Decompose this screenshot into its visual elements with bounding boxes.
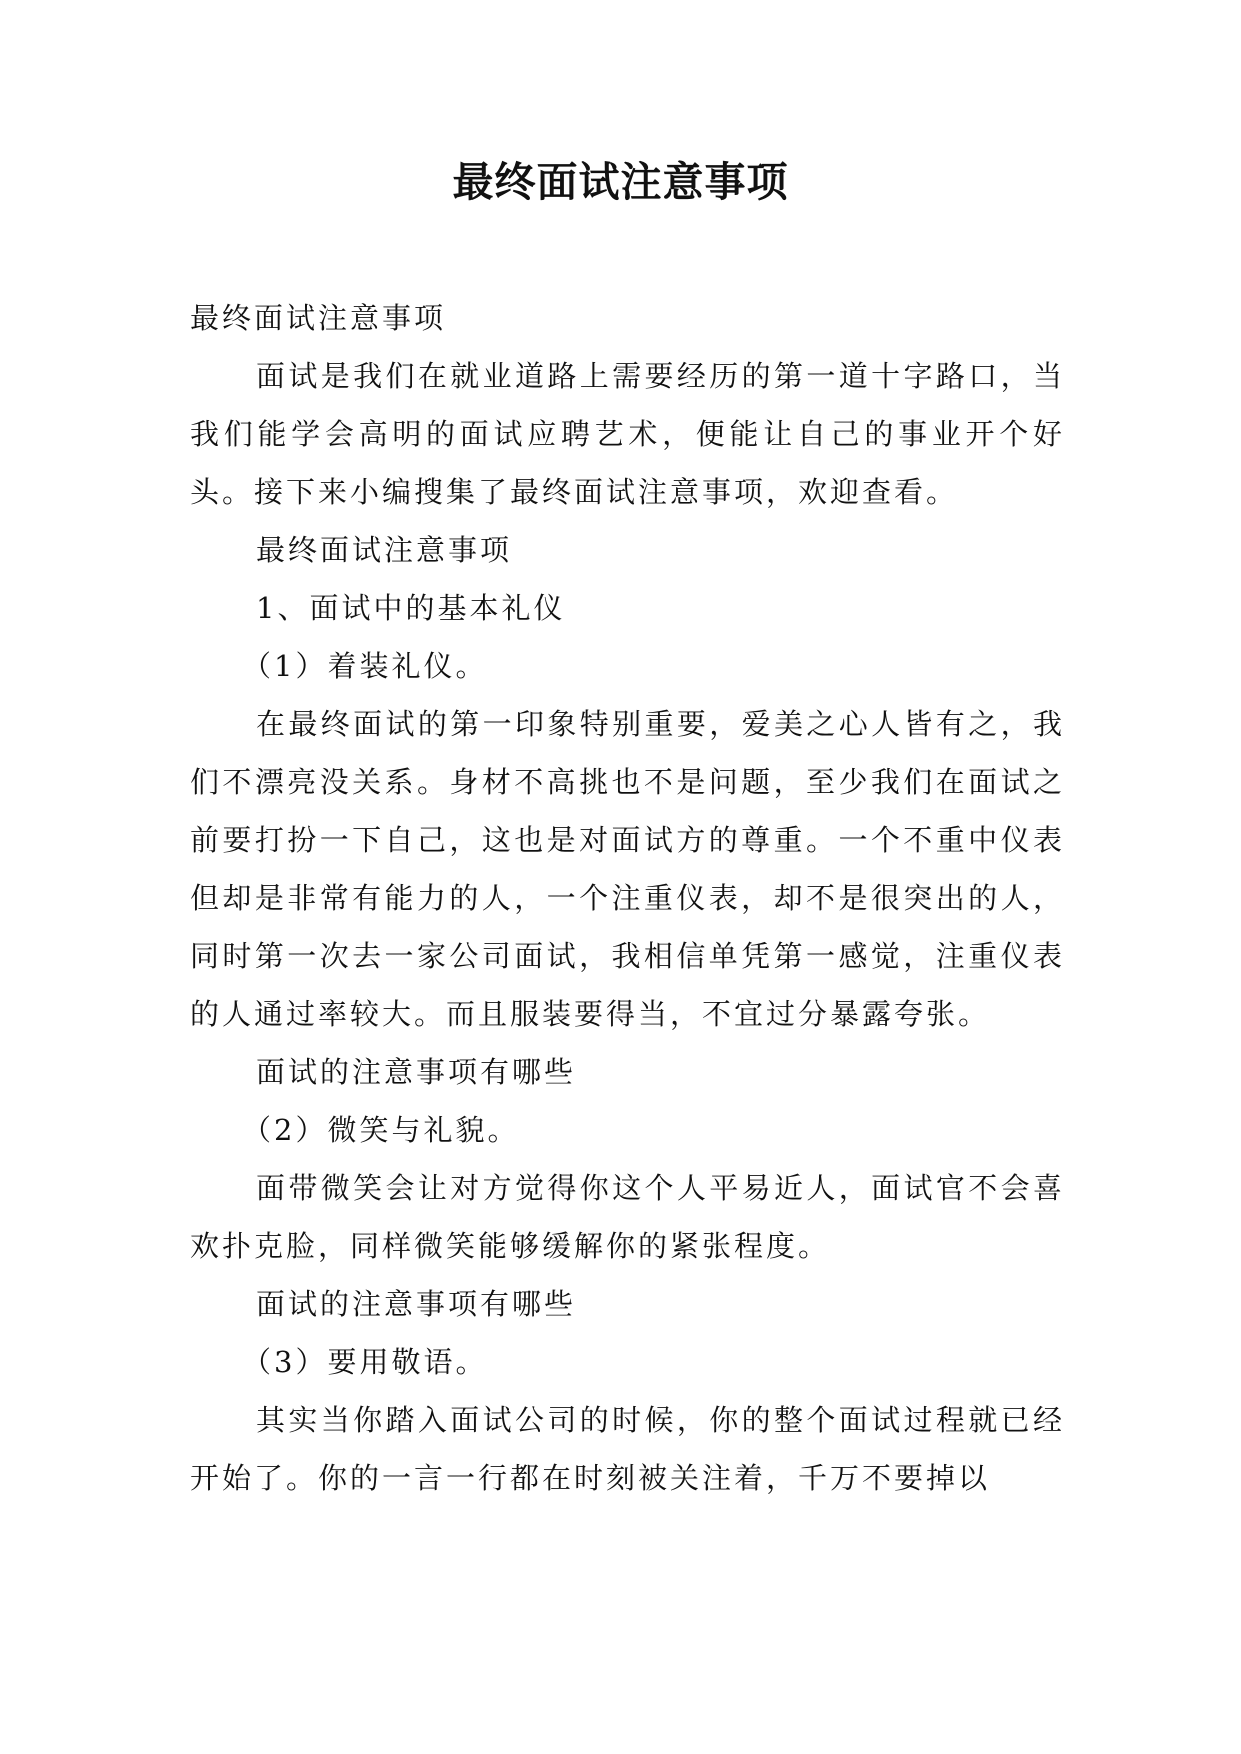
paragraph-smile: 面带微笑会让对方觉得你这个人平易近人，面试官不会喜欢扑克脸，同样微笑能够缓解你的紧张程度。 (190, 1171, 1065, 1263)
item-heading-smile: （2）微笑与礼貌。 (242, 1113, 520, 1147)
item-heading-honorifics: （3）要用敬语。 (242, 1345, 488, 1379)
document-title: 最终面试注意事项 (452, 158, 789, 206)
paragraph-intro: 面试是我们在就业道路上需要经历的第一道十字路口，当我们能学会高明的面试应聘艺术，便能让自己的事业开个好头。接下来小编搜集了最终面试注意事项，欢迎查看。 (190, 359, 1065, 509)
document-body (190, 289, 1065, 1507)
paragraph-subtitle: 最终面试注意事项 (190, 301, 447, 335)
section-heading: 最终面试注意事项 (256, 533, 513, 567)
section-heading-etiquette: 1、面试中的基本礼仪 (256, 591, 566, 625)
paragraph-dress: 在最终面试的第一印象特别重要，爱美之心人皆有之，我们不漂亮没关系。身材不高挑也不是问题，至少我们在面试之前要打扮一下自己，这也是对面试方的尊重。一个不重中仪表但却是非常有能力的人，一个注重仪表，却不是很突出的人，同时第一次去一家公司面试，我相信单凭第一感觉，注重仪表的人通过率较大。而且服装要得当，不宜过分暴露夸张。 (190, 707, 1065, 1031)
paragraph-honorifics: 其实当你踏入面试公司的时候，你的整个面试过程就已经开始了。你的一言一行都在时刻被关注着，千万不要掉以 (190, 1403, 1065, 1495)
paragraph-subheading-2: 面试的注意事项有哪些 (256, 1287, 577, 1321)
item-heading-dress: （1）着装礼仪。 (242, 649, 488, 683)
paragraph-subheading: 面试的注意事项有哪些 (256, 1055, 577, 1089)
